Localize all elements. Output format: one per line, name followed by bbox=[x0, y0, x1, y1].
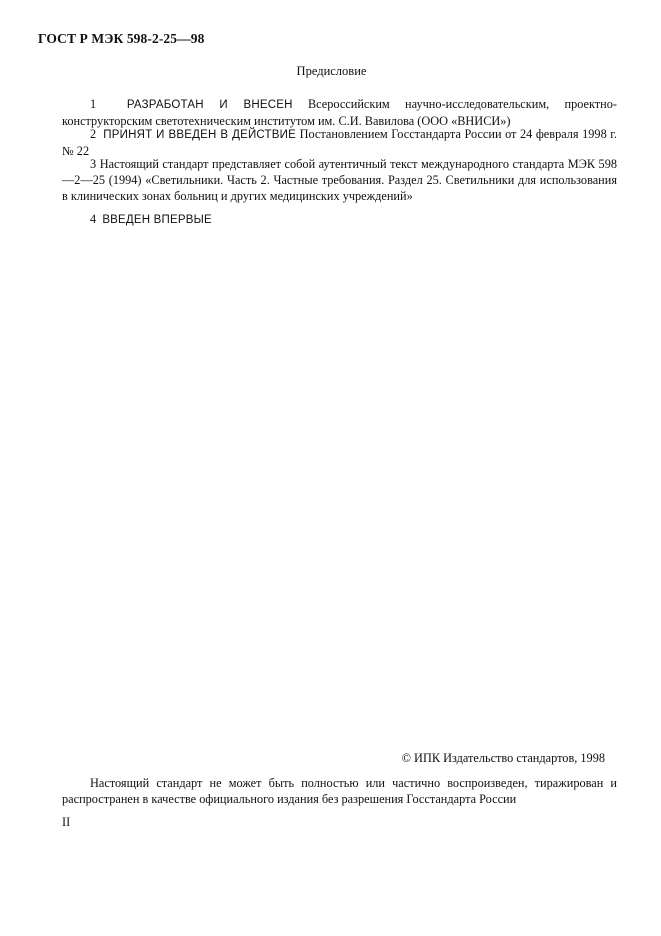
preface-title-text: Предисловие bbox=[296, 64, 367, 78]
reproduction-notice bbox=[62, 775, 617, 807]
notice-text: Настоящий стандарт не может быть полностью или частично воспроизведен, тиражирован и распространен в качестве официального издания без разрешения Госстандарта России bbox=[62, 776, 617, 806]
paragraph-3 bbox=[62, 156, 617, 204]
paragraph-4 bbox=[62, 211, 617, 228]
paragraph-lead: ВВЕДЕН ВПЕРВЫЕ bbox=[102, 214, 212, 226]
paragraph-text: Всероссийским научно-исследовательским, проектно-конструкторским светотехническим институтом им. С.И. Вавилова (ООО «ВНИСИ») bbox=[62, 97, 617, 128]
copyright-line: © ИПК Издательство стандартов, 1998 bbox=[401, 751, 605, 765]
preface-title bbox=[0, 64, 661, 79]
page-number: II bbox=[62, 815, 71, 829]
paragraph-number: 3 bbox=[90, 157, 97, 171]
paragraph-lead: ПРИНЯТ И ВВЕДЕН В ДЕЙСТВИЕ bbox=[103, 129, 296, 141]
paragraph-text: Постановлением Госстандарта России от 24 февраля 1998 г. № 22 bbox=[62, 127, 618, 158]
paragraph-number: 4 bbox=[90, 212, 97, 226]
paragraph-number: 2 bbox=[90, 127, 97, 141]
paragraph-1 bbox=[62, 96, 617, 129]
paragraph-2 bbox=[62, 126, 617, 159]
paragraph-lead: РАЗРАБОТАН И ВНЕСЕН bbox=[126, 99, 293, 111]
paragraph-number: 1 bbox=[90, 97, 97, 111]
document-header: ГОСТ Р МЭК 598-2-25—98 bbox=[38, 31, 205, 46]
paragraph-text: Настоящий стандарт представляет собой аутентичный текст международного стандарта МЭК 598—2—25 (1994) «Светильники. Часть 2. Частные требования. Раздел 25. Светильники для использования в клинических зонах больниц и других медицинских учреждений» bbox=[62, 157, 617, 203]
